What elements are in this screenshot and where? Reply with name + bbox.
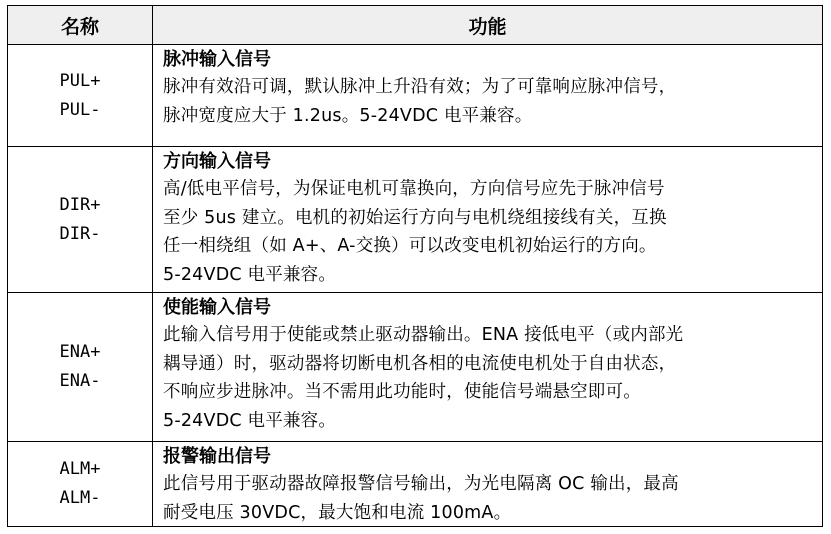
table-header-row [8,6,822,45]
signal-positive: ENA+ [59,342,101,362]
signal-positive: PUL+ [59,70,101,91]
signal-negative: ENA- [59,371,101,391]
header-cell-name [8,6,153,44]
description-line: 5-24VDC 电平兼容。 [163,264,337,285]
function-title: 方向输入信号 [163,151,271,172]
function-description [163,321,822,435]
signal-function-table [7,5,823,527]
signal-name-cell [8,442,153,526]
function-title: 脉冲输入信号 [163,49,271,70]
signal-negative: PUL- [59,99,101,120]
signal-name-cell [8,293,153,441]
signal-positive: DIR+ [59,194,101,215]
description-line: 此输入信号用于使能或禁止驱动器输出。ENA 接低电平（或内部光 [163,325,684,345]
description-line: 不响应步进脉冲。当不需用此功能时，使能信号端悬空即可。 [163,382,641,402]
signal-negative: ALM- [59,488,101,508]
function-title: 报警输出信号 [163,446,271,467]
table-row-dir [8,147,822,293]
description-line: 此信号用于驱动器故障报警信号输出，为光电隔离 OC 输出，最高 [163,474,679,494]
signal-name-cell [8,45,153,146]
function-cell [153,45,822,146]
signal-name-cell [8,147,153,292]
description-line: 耐受电压 30VDC，最大饱和电流 100mA。 [163,502,512,523]
table-row-alm [8,442,822,526]
description-line: 至少 5us 建立。电机的初始运行方向与电机绕组接线有关，互换 [163,207,667,228]
description-line: 脉冲有效沿可调，默认脉冲上升沿有效；为了可靠响应脉冲信号， [163,77,677,97]
table-row-ena [8,293,822,442]
header-function-label: 功能 [468,15,507,38]
header-name-label: 名称 [60,15,99,38]
function-cell [153,442,822,526]
description-line: 5-24VDC 电平兼容。 [163,410,337,431]
description-line: 任一相绕组（如 A+、A-交换）可以改变电机初始运行的方向。 [163,236,657,256]
function-title: 使能输入信号 [163,297,271,318]
signal-negative: DIR- [59,223,101,244]
function-cell [153,293,822,441]
signal-positive: ALM+ [59,459,101,479]
table-row-pul [8,45,822,147]
function-description [163,73,822,130]
description-line: 脉冲宽度应大于 1.2us。5-24VDC 电平兼容。 [163,105,533,126]
function-description [163,470,822,527]
function-cell [153,147,822,292]
header-cell-function [153,6,822,44]
description-line: 高/低电平信号，为保证电机可靠换向，方向信号应先于脉冲信号 [163,179,665,199]
description-line: 耦导通）时，驱动器将切断电机各相的电流使电机处于自由状态， [163,353,677,374]
function-description [163,175,822,289]
